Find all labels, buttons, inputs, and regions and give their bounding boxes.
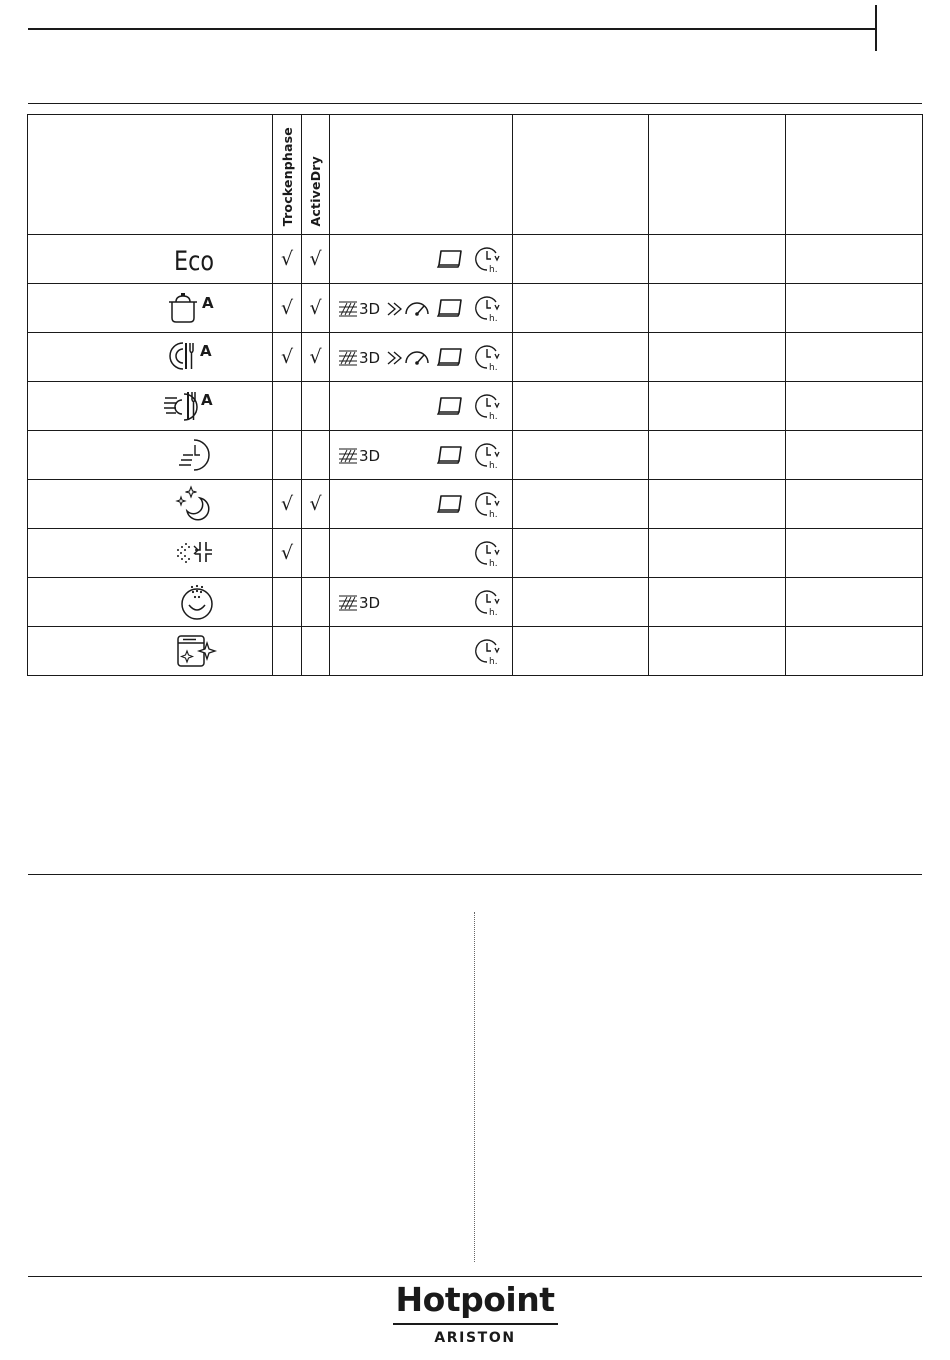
program-cell bbox=[28, 284, 273, 333]
tablet-icon bbox=[435, 297, 465, 319]
program-table bbox=[27, 114, 923, 676]
plate-cutlery-auto-icon bbox=[166, 339, 218, 375]
empty-cell bbox=[513, 431, 649, 480]
table-row bbox=[28, 578, 923, 627]
activedry-check: √ bbox=[302, 333, 330, 382]
svg-text:h.: h. bbox=[489, 657, 498, 666]
header-col7 bbox=[786, 115, 923, 235]
activedry-check: √ bbox=[302, 235, 330, 284]
options-cell bbox=[330, 578, 513, 627]
empty-cell bbox=[786, 235, 923, 284]
empty-cell bbox=[513, 284, 649, 333]
empty-cell bbox=[649, 284, 786, 333]
self-clean-icon bbox=[174, 633, 218, 669]
empty-cell bbox=[786, 480, 923, 529]
header-program bbox=[28, 115, 273, 235]
empty-cell bbox=[273, 431, 302, 480]
empty-cell bbox=[513, 578, 649, 627]
footer-rule bbox=[28, 1276, 922, 1277]
empty-cell bbox=[302, 627, 330, 676]
empty-cell bbox=[513, 333, 649, 382]
empty-cell bbox=[273, 382, 302, 431]
trockenphase-check: √ bbox=[273, 235, 302, 284]
delay-timer-icon bbox=[473, 391, 503, 421]
options-cell bbox=[330, 431, 513, 480]
empty-cell bbox=[302, 431, 330, 480]
empty-cell bbox=[786, 382, 923, 431]
table-row bbox=[28, 480, 923, 529]
options-cell bbox=[330, 627, 513, 676]
empty-cell bbox=[649, 382, 786, 431]
svg-text:h.: h. bbox=[489, 510, 498, 519]
options-cell bbox=[330, 529, 513, 578]
table-row bbox=[28, 333, 923, 382]
svg-text:h.: h. bbox=[489, 559, 498, 568]
svg-text:h.: h. bbox=[489, 363, 498, 372]
tablet-icon bbox=[435, 395, 465, 417]
svg-text:3D: 3D bbox=[359, 594, 381, 612]
options-cell bbox=[330, 235, 513, 284]
logo-brand-text: Hotpoint bbox=[395, 1280, 555, 1319]
svg-text:3D: 3D bbox=[359, 447, 381, 465]
program-cell bbox=[28, 431, 273, 480]
header-activedry: ActiveDry bbox=[308, 155, 323, 226]
empty-cell bbox=[273, 627, 302, 676]
logo-divider bbox=[393, 1323, 558, 1325]
options-cell bbox=[330, 382, 513, 431]
trockenphase-check: √ bbox=[273, 284, 302, 333]
table-row bbox=[28, 431, 923, 480]
svg-text:3D: 3D bbox=[359, 300, 381, 318]
empty-cell bbox=[786, 627, 923, 676]
delicate-auto-icon bbox=[162, 388, 218, 424]
hygiene-icon bbox=[176, 583, 218, 621]
options-cell bbox=[330, 480, 513, 529]
column-divider bbox=[474, 912, 475, 1262]
zone-wash-3d-icon bbox=[338, 592, 382, 612]
svg-text:h.: h. bbox=[489, 314, 498, 323]
empty-cell bbox=[649, 431, 786, 480]
trockenphase-check: √ bbox=[273, 333, 302, 382]
trockenphase-check: √ bbox=[273, 480, 302, 529]
empty-cell bbox=[513, 480, 649, 529]
turbo-icon bbox=[386, 297, 430, 319]
empty-cell bbox=[649, 333, 786, 382]
delay-timer-icon bbox=[473, 244, 503, 274]
program-cell bbox=[28, 529, 273, 578]
empty-cell bbox=[649, 578, 786, 627]
svg-text:Eco: Eco bbox=[174, 246, 214, 275]
header-options bbox=[330, 115, 513, 235]
svg-text:h.: h. bbox=[489, 265, 498, 274]
empty-cell bbox=[786, 431, 923, 480]
tablet-icon bbox=[435, 346, 465, 368]
empty-cell bbox=[513, 529, 649, 578]
delay-timer-icon bbox=[473, 538, 503, 568]
program-cell bbox=[28, 235, 273, 284]
top-tick-mark bbox=[875, 5, 877, 51]
program-cell bbox=[28, 480, 273, 529]
empty-cell bbox=[649, 529, 786, 578]
empty-cell bbox=[302, 578, 330, 627]
svg-text:A: A bbox=[201, 391, 213, 409]
header-drying-cell bbox=[273, 115, 302, 235]
zone-wash-3d-icon bbox=[338, 298, 382, 318]
trockenphase-check: √ bbox=[273, 529, 302, 578]
zone-wash-3d-icon bbox=[338, 445, 382, 465]
activedry-check: √ bbox=[302, 284, 330, 333]
quick-wash-icon bbox=[172, 437, 218, 473]
section-rule bbox=[28, 874, 922, 875]
empty-cell bbox=[302, 382, 330, 431]
svg-text:A: A bbox=[200, 342, 212, 360]
svg-text:h.: h. bbox=[489, 608, 498, 617]
svg-text:3D: 3D bbox=[359, 349, 381, 367]
empty-cell bbox=[513, 627, 649, 676]
table-row bbox=[28, 284, 923, 333]
table-row bbox=[28, 382, 923, 431]
empty-cell bbox=[649, 235, 786, 284]
section-rule bbox=[28, 103, 922, 104]
delay-timer-icon bbox=[473, 342, 503, 372]
table-row bbox=[28, 529, 923, 578]
brand-logo bbox=[380, 1280, 570, 1346]
header-activedry-cell bbox=[302, 115, 330, 235]
activedry-check: √ bbox=[302, 480, 330, 529]
empty-cell bbox=[786, 333, 923, 382]
svg-text:h.: h. bbox=[489, 412, 498, 421]
empty-cell bbox=[513, 235, 649, 284]
night-icon bbox=[172, 484, 218, 524]
empty-cell bbox=[786, 578, 923, 627]
svg-text:A: A bbox=[202, 294, 214, 312]
eco-text-icon bbox=[174, 243, 218, 275]
empty-cell bbox=[649, 627, 786, 676]
turbo-icon bbox=[386, 346, 430, 368]
empty-cell bbox=[786, 529, 923, 578]
empty-cell bbox=[513, 382, 649, 431]
pot-auto-icon bbox=[166, 290, 218, 326]
delay-timer-icon bbox=[473, 587, 503, 617]
program-cell bbox=[28, 333, 273, 382]
empty-cell bbox=[649, 480, 786, 529]
table-header-row bbox=[28, 115, 923, 235]
delay-timer-icon bbox=[473, 440, 503, 470]
tablet-icon bbox=[435, 248, 465, 270]
header-trockenphase: Trockenphase bbox=[279, 126, 295, 226]
svg-text:h.: h. bbox=[489, 461, 498, 470]
top-rule bbox=[28, 28, 876, 30]
delay-timer-icon bbox=[473, 293, 503, 323]
delay-timer-icon bbox=[473, 489, 503, 519]
empty-cell bbox=[786, 284, 923, 333]
program-cell bbox=[28, 627, 273, 676]
options-cell bbox=[330, 333, 513, 382]
table-row bbox=[28, 235, 923, 284]
zone-wash-3d-icon bbox=[338, 347, 382, 367]
table-row bbox=[28, 627, 923, 676]
header-col6 bbox=[649, 115, 786, 235]
delay-timer-icon bbox=[473, 636, 503, 666]
options-cell bbox=[330, 284, 513, 333]
empty-cell bbox=[273, 578, 302, 627]
program-cell bbox=[28, 382, 273, 431]
rinse-icon bbox=[174, 538, 218, 568]
tablet-icon bbox=[435, 493, 465, 515]
logo-sub-text: ARISTON bbox=[434, 1330, 516, 1346]
header-col5 bbox=[513, 115, 649, 235]
empty-cell bbox=[302, 529, 330, 578]
program-cell bbox=[28, 578, 273, 627]
tablet-icon bbox=[435, 444, 465, 466]
